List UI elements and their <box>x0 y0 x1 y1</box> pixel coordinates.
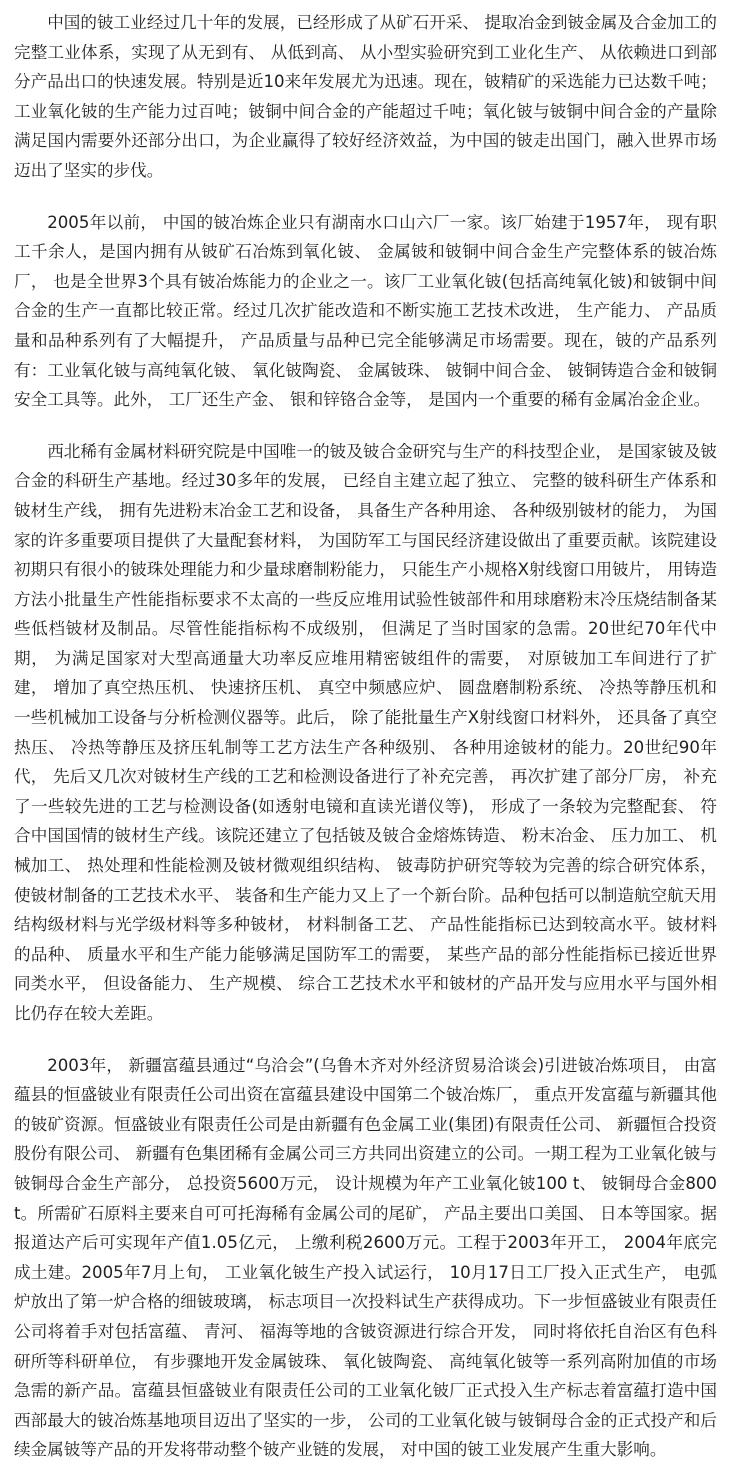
document-body <box>14 8 717 1465</box>
paragraph-fuyun-hengsheng: 2003年， 新疆富蕴县通过“乌洽会”(乌鲁木齐对外经济贸易洽谈会)引进铍冶炼项目， 由富蕴县的恒盛铍业有限责任公司出资在富蕴县建设中国第二个铍冶炼厂， 重点开发富蕴与新疆其他的铍矿资源。恒盛铍业有限责任公司是由新疆有色金属工业(集团)有限责任公司、 新疆恒合投资股份有限公司、 新疆有色集团稀有金属公司三方共同出资建立的公司。一期工程为工业氧化铍与铍铜母合金生产部分， 总投资5600万元， 设计规模为年产工业氧化铍100 t、 铍铜母合金800 t。所需矿石原料主要来自可可托海稀有金属公司的尾矿， 产品主要出口美国、 日本等国家。据报道达产后可实现年产值1.05亿元， 上缴利税2600万元。工程于2003年开工， 2004年底完成土建。2005年7月上旬， 工业氧化铍生产投入试运行， 10月17日工厂投入正式生产， 电弧炉放出了第一炉合格的细铍玻璃， 标志项目一次投料试生产获得成功。下一步恒盛铍业有限责任公司将着手对包括富蕴、 青河、 福海等地的含铍资源进行综合开发， 同时将依托自治区有色科研所等科研单位， 有步骤地开发金属铍珠、 氧化铍陶瓷、 高纯氧化铍等一系列高附加值的市场急需的新产品。富蕴县恒盛铍业有限责任公司的工业氧化铍厂正式投入生产标志着富蕴打造中国西部最大的铍冶炼基地项目迈出了坚实的一步， 公司的工业氧化铍与铍铜母合金的正式投产和后续金属铍等产品的开发将带动整个铍产业链的发展， 对中国的铍工业发展产生重大影响。 <box>14 1055 717 1460</box>
paragraph-northwest-institute: 西北稀有金属材料研究院是中国唯一的铍及铍合金研究与生产的科技型企业， 是国家铍及铍合金的科研生产基地。经过30多年的发展， 已经自主建立起了独立、 完整的铍科研生产体系和铍材生产线， 拥有先进粉末冶金工艺和设备， 具备生产各种用途、 各种级别铍材的能力， 为国家的许多重要项目提供了大量配套材料， 为国防军工与国民经济建设做出了重要贡献。该院建设初期只有很小的铍珠处理能力和少量球磨制粉能力， 只能生产小规格X射线窗口用铍片， 用铸造方法小批量生产性能指标要求不太高的一些反应堆用试验性铍部件和用球磨粉末冷压烧结制备某些低档铍材及制品。尽管性能指标构不成级别， 但满足了当时国家的急需。20世纪70年代中期， 为满足国家对大型高通量大功率反应堆用精密铍组件的需要， 对原铍加工车间进行了扩建， 增加了真空热压机、 快速挤压机、 真空中频感应炉、 圆盘磨制粉系统、 冷热等静压机和一些机械加工设备与分析检测仪器等。此后， 除了能批量生产X射线窗口材料外， 还具备了真空热压、 冷热等静压及挤压轧制等工艺方法生产各种级别、 各种用途铍材的能力。20世纪90年代， 先后又几次对铍材生产线的工艺和检测设备进行了补充完善， 再次扩建了部分厂房， 补充了一些较先进的工艺与检测设备(如透射电镜和直读光谱仪等)， 形成了一条较为完整配套、 符合中国国情的铍材生产线。该院还建立了包括铍及铍合金熔炼铸造、 粉末冶金、 压力加工、 机械加工、 热处理和性能检测及铍材微观组织结构、 铍毒防护研究等较为完善的综合研究体系， 使铍材制备的工艺技术水平、 装备和生产能力又上了一个新台阶。品种包括可以制造航空航天用结构级材料与光学级材料等多种铍材， 材料制备工艺、 产品性能指标已达到较高水平。铍材料的品种、 质量水平和生产能力能够满足国防军工的需要， 某些产品的部分性能指标已接近世界同类水平， 但设备能力、 生产规模、 综合工艺技术水平和铍材的产品开发与应用水平与国外相比仍存在较大差距。 <box>14 441 717 1023</box>
paragraph-shuikoushan-smelter: 2005年以前， 中国的铍冶炼企业只有湖南水口山六厂一家。该厂始建于1957年， 现有职工千余人，是国内拥有从铍矿石冶炼到氧化铍、 金属铍和铍铜中间合金生产完整体系的铍冶炼厂， 也是全世界3个具有铍冶炼能力的企业之一。该厂工业氧化铍(包括高纯氧化铍)和铍铜中间合金的生产一直都比较正常。经过几次扩能改造和不断实施工艺技术改进， 生产能力、 产品质量和品种系列有了大幅提升， 产品质量与品种已完全能够满足市场需要。现在，铍的产品系列有：工业氧化铍与高纯氧化铍、 氧化铍陶瓷、 金属铍珠、 铍铜中间合金、 铍铜铸造合金和铍铜安全工具等。此外， 工厂还生产金、 银和锌铬合金等， 是国内一个重要的稀有金属冶金企业。 <box>14 212 717 410</box>
paragraph-beryllium-industry-overview: 中国的铍工业经过几十年的发展，已经形成了从矿石开采、 提取冶金到铍金属及合金加工的完整工业体系，实现了从无到有、 从低到高、 从小型实验研究到工业化生产、 从依赖进口到部分产品出口的快速发展。特别是近10来年发展尤为迅速。现在，铍精矿的采选能力已达数千吨；工业氧化铍的生产能力过百吨；铍铜中间合金的产能超过千吨；氧化铍与铍铜中间合金的产量除满足国内需要外还部分出口，为企业赢得了较好经济效益，为中国的铍走出国门，融入世界市场迈出了坚实的步伐。 <box>14 13 717 180</box>
